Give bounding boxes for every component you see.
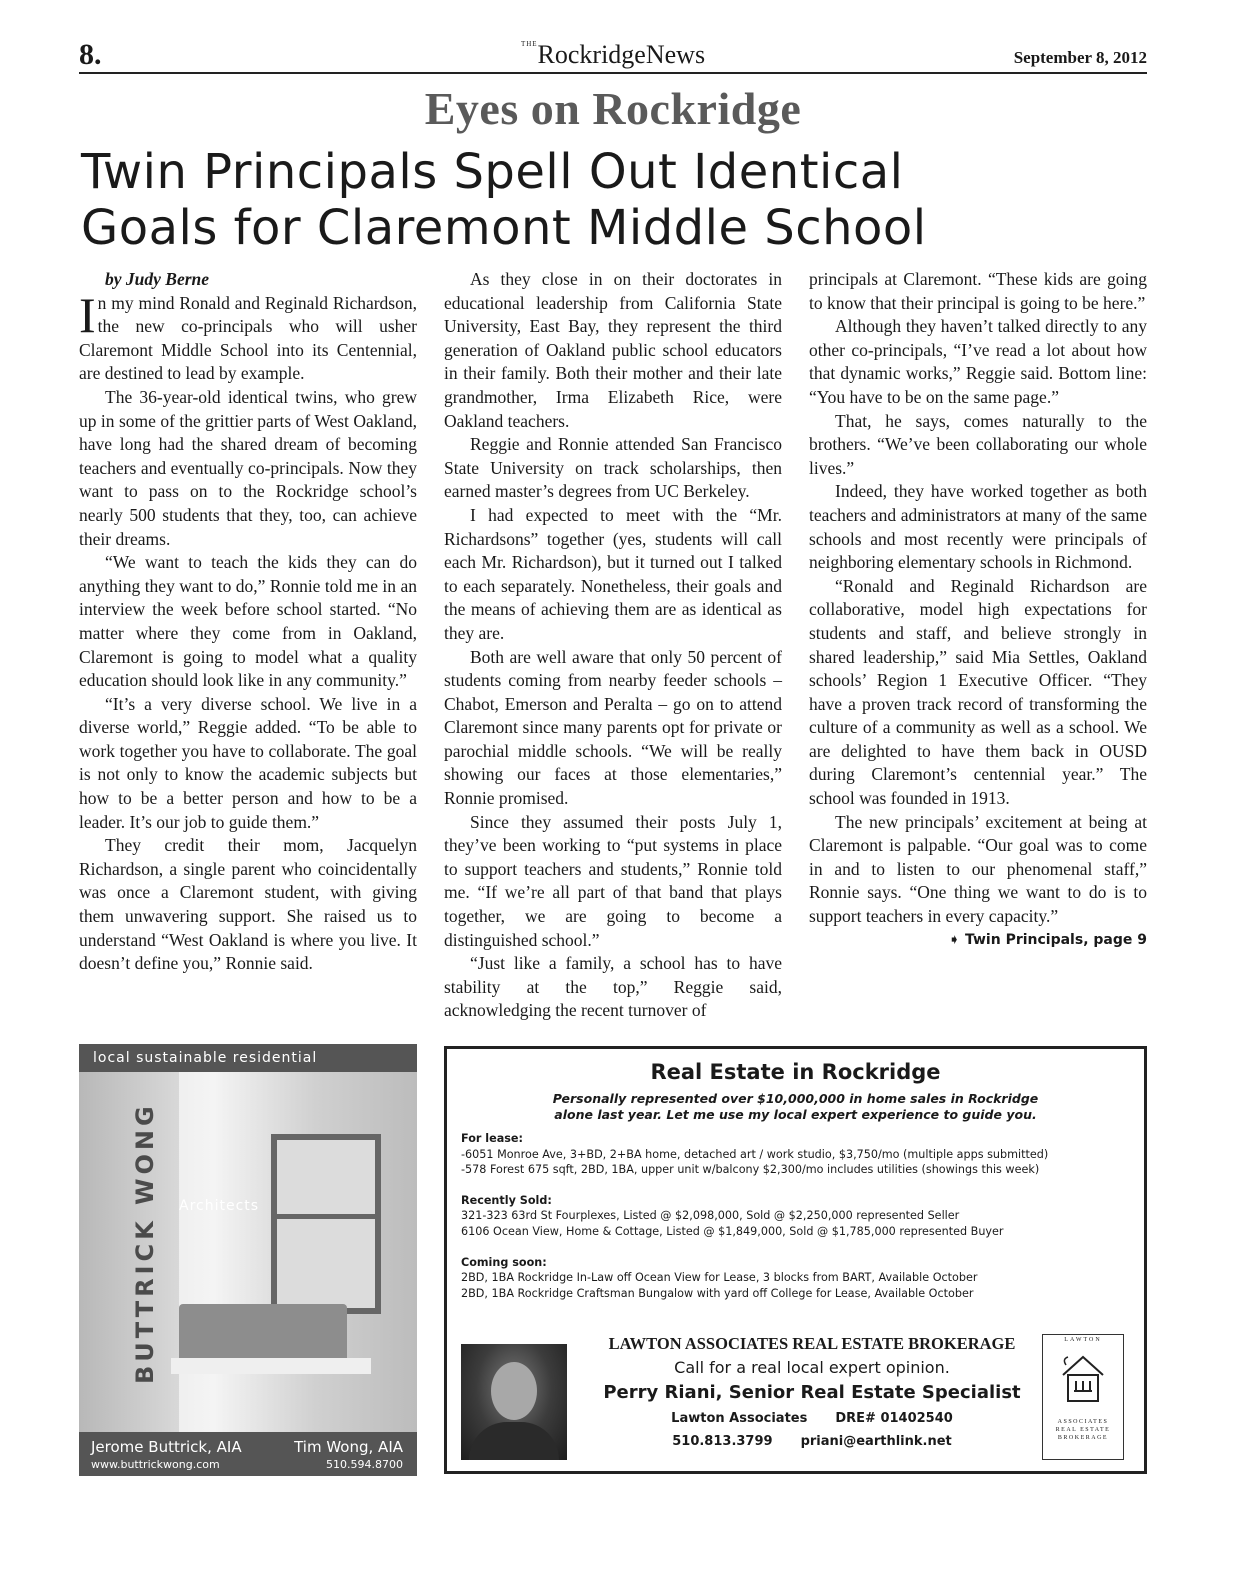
architecture-ad	[79, 1044, 417, 1476]
real-estate-ad	[444, 1046, 1147, 1474]
article-body	[79, 268, 1147, 1028]
article-paragraph: “Just like a family, a school has to have stability at the top,” Reggie said, acknowledging the recent turnover of	[444, 953, 782, 1021]
arch-website-link[interactable]: www.buttrickwong.com	[91, 1458, 220, 1471]
article-paragraph: In my mind Ronald and Reginald Richardson, the new co-principals who will usher Claremont Middle School into its Centennial, are destined to lead by example.	[79, 286, 417, 384]
article-paragraph: “We want to teach the kids they can do anything they want to do,” Ronnie told me in an interview the week before school started. “No matter where they come from in Oakland, Claremont is going to model what a quality education should look like in any community.”	[79, 552, 417, 691]
headline	[81, 144, 1147, 256]
architect-name-1: Jerome Buttrick, AIA	[91, 1438, 242, 1456]
arch-ad-brand: BUTTRICK WONG	[131, 1102, 159, 1384]
paper-name-prefix: THE	[520, 40, 538, 48]
listing-item: 6106 Ocean View, Home & Cottage, Listed @ $1,849,000, Sold @ $1,785,000 represented Buyer	[461, 1224, 1004, 1238]
page-number: 8.	[79, 38, 102, 71]
arch-ad-subtitle: Architects	[179, 1198, 260, 1214]
article-paragraph: principals at Claremont. “These kids are going to know that their principal is going to be here.”	[809, 269, 1147, 313]
listing-item: 2BD, 1BA Rockridge Craftsman Bungalow with yard off College for Lease, Available October	[461, 1286, 974, 1300]
drop-cap: I	[79, 286, 96, 343]
article-paragraph: I had expected to meet with the “Mr. Richardsons” together (yes, students will call each Mr. Richardson), but it turned out I talked to each separately. Nonetheless, their goals and the means of achieving them are as identical as they are.	[444, 504, 782, 643]
arch-ad-footer	[79, 1432, 417, 1476]
article-paragraph: Both are well aware that only 50 percent of students coming from nearby feeder schools – Chabot, Emerson and Peralta – go on to attend Claremont since many parents opt for private or parochial middle schools. “We will be really showing our faces at those elementaries,” Ronnie promised.	[444, 646, 782, 809]
agent-name: Perry Riani, Senior Real Estate Specialist	[603, 1382, 1021, 1403]
interior-photo	[79, 1072, 417, 1432]
byline: by Judy Berne	[105, 269, 210, 289]
masthead	[79, 40, 1147, 74]
coming-soon-heading: Coming soon:	[461, 1255, 547, 1269]
issue-date: September 8, 2012	[1013, 48, 1147, 67]
window-image	[271, 1134, 381, 1314]
lease-heading: For lease:	[461, 1132, 523, 1145]
listing-item: -6051 Monroe Ave, 3+BD, 2+BA home, detached art / work studio, $3,750/mo (multiple apps submitted)	[461, 1147, 1049, 1161]
article-paragraph: The new principals’ excitement at being at Claremont is palpable. “Our goal was to come in and to listen to our phenomenal staff,” Ronnie says. “One thing we want to do is to support teachers in every capacity.”	[809, 811, 1147, 927]
re-listings	[447, 1123, 1144, 1301]
article-paragraph: “It’s a very diverse school. We live in a diverse world,” Reggie added. “To be able to work together you have to collaborate. The goal is not only to know the academic subjects but how to be a better person and how to be a leader. It’s our job to guide them.”	[79, 693, 417, 832]
house-icon	[1060, 1353, 1106, 1403]
article-paragraph: The 36-year-old identical twins, who grew up in some of the grittier parts of West Oakland, have long had the shared dream of becoming teachers and eventually co-principals. Now they want to pass on to the Rockridge school’s nearly 500 students that they, too, can achieve their dreams.	[79, 386, 417, 549]
article-paragraph: Indeed, they have worked together as both teachers and administrators at many of the same schools and most recently were principals of neighboring elementary schools in Richmond.	[809, 481, 1147, 573]
paper-name	[79, 40, 1147, 70]
article-column-2	[444, 268, 782, 1023]
newspaper-page	[79, 38, 1147, 1471]
headline-line-1: Twin Principals Spell Out Identical	[81, 144, 904, 200]
re-contact-block	[461, 1334, 1126, 1458]
re-ad-tagline: Personally represented over $10,000,000 in home sales in Rockridge alone last year. Let me use my local expert experience to guide you.	[552, 1091, 1039, 1122]
article-paragraph: As they close in on their doctorates in educational leadership from California State University, East Bay, they represent the third generation of Oakland public school educators in their family. Both their mother and their late grandmother, Irma Elizabeth Rice, were Oakland teachers.	[444, 269, 782, 431]
listing-item: 2BD, 1BA Rockridge In-Law off Ocean View for Lease, 3 blocks from BART, Available October	[461, 1271, 978, 1285]
article-column-1	[79, 268, 417, 976]
sold-heading: Recently Sold:	[461, 1193, 552, 1207]
company-name: Lawton Associates	[671, 1411, 808, 1426]
agent-email-link[interactable]: priani@earthlink.net	[800, 1434, 952, 1449]
call-to-action: Call for a real local expert opinion.	[674, 1358, 950, 1377]
re-ad-title: Real Estate in Rockridge	[650, 1060, 941, 1084]
section-title: Eyes on Rockridge	[424, 83, 802, 134]
paper-name-text: RockridgeNews	[537, 40, 706, 69]
listing-item: -578 Forest 675 sqft, 2BD, 1BA, upper unit w/balcony $2,300/mo includes utilities (showings this week)	[461, 1163, 1040, 1177]
article-paragraph: Reggie and Ronnie attended San Francisco State University on track scholarships, then earned master’s degrees from UC Berkeley.	[444, 434, 782, 502]
article-paragraph: They credit their mom, Jacquelyn Richardson, a single parent who coincidentally was once a Claremont student, with giving them unwavering support. She raised us to understand “West Oakland is where you live. It doesn’t define you,” Ronnie said.	[79, 835, 417, 974]
dre-number: DRE# 01402540	[835, 1411, 953, 1426]
lawton-logo: LAWTON ASSOCIATES REAL ESTATE BROKERAGE	[1042, 1334, 1124, 1460]
article-paragraph: Since they assumed their posts July 1, they’ve been working to “put systems in place to support teachers and students,” Ronnie told me. “If we’re all part of that band that plays together, we are going to become a distinguished school.”	[444, 811, 782, 950]
headline-line-2: Goals for Claremont Middle School	[81, 200, 927, 256]
arch-phone: 510.594.8700	[326, 1458, 403, 1471]
article-column-3	[809, 268, 1147, 950]
agent-phone: 510.813.3799	[672, 1434, 773, 1449]
article-paragraph: That, he says, comes naturally to the brothers. “We’ve been collaborating our whole lives.”	[809, 410, 1147, 478]
agent-photo	[461, 1344, 567, 1460]
listing-item: 321-323 63rd St Fourplexes, Listed @ $2,098,000, Sold @ $2,250,000 represented Seller	[461, 1209, 960, 1223]
brokerage-name: LAWTON ASSOCIATES REAL ESTATE BROKERAGE	[608, 1334, 1016, 1353]
architect-name-2: Tim Wong, AIA	[294, 1438, 403, 1456]
arch-ad-tagline: local sustainable residential	[79, 1044, 417, 1072]
article-paragraph: Although they haven’t talked directly to any other co-principals, “I’ve read a lot about how that dynamic works,” Reggie said. Bottom line: “You have to be on the same page.”	[809, 316, 1147, 407]
article-paragraph: “Ronald and Reginald Richardson are collaborative, model high expectations for students and staff, and believe strongly in shared leadership,” said Mia Settles, Oakland schools’ Region 1 Executive Officer. “They have a proven track record of transforming the culture of a community as well as a school. We are delighted to have them back in OUSD during Claremont’s centennial year.” The school was founded in 1913.	[809, 575, 1147, 809]
continued-link[interactable]: ➧ Twin Principals, page 9	[948, 931, 1147, 948]
